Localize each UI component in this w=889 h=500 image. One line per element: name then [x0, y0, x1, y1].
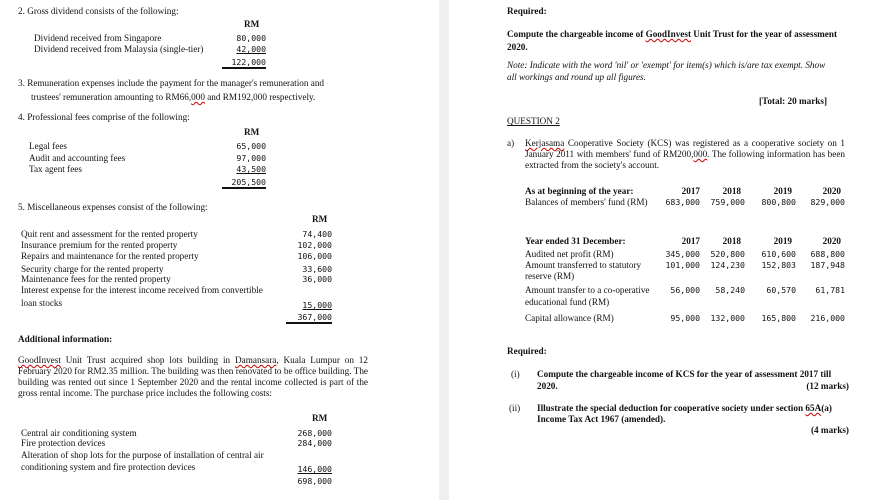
- fund-title-line1: As at beginning of the year:: [525, 186, 634, 196]
- q4-heading: 4. Professional fees comprise of the following:: [18, 112, 190, 122]
- yearly-value: 132,000: [710, 313, 745, 323]
- goodinvest-name: GoodInvest: [18, 355, 61, 365]
- yearly-value: 165,800: [761, 313, 796, 323]
- fund-year: 2018: [722, 186, 741, 196]
- req-i-marks: (12 marks): [806, 381, 849, 391]
- q4-row-amount: 43,500: [236, 164, 266, 174]
- yearly-value: 95,000: [670, 313, 700, 323]
- yearly-value: 520,800: [710, 249, 745, 259]
- compute-name: GoodInvest: [645, 29, 691, 39]
- fund-value: 829,000: [810, 197, 845, 207]
- yearly-value: 58,240: [715, 285, 745, 295]
- yearly-year: 2019: [773, 236, 792, 246]
- yearly-value: 101,000: [665, 260, 700, 270]
- cost-row-label: Central air conditioning system: [21, 428, 137, 438]
- para-text-2: . The following information has been extracted from the society's account.: [525, 149, 845, 170]
- q5-row-label: Quit rent and assessment for the rented property: [21, 229, 198, 239]
- fund-year: 2020: [822, 186, 841, 196]
- kcs-paragraph: [525, 138, 845, 171]
- yearly-value: 152,803: [761, 260, 796, 270]
- yearly-header: Year ended 31 December:: [525, 236, 626, 246]
- q3-line2-b: 000: [191, 92, 205, 102]
- req-ii-text-b: (a): [821, 403, 832, 413]
- fund-year: 2019: [773, 186, 792, 196]
- req-ii-number: (ii): [509, 403, 521, 413]
- q3-line2-c: and RM192,000 respectively.: [204, 92, 316, 102]
- q2-row-amount: 80,000: [236, 33, 266, 43]
- yearly-value: 61,781: [815, 285, 845, 295]
- req-ii-text-a: Illustrate the special deduction for cooperative society under section: [537, 403, 806, 413]
- fund-title-line2: Balances of members' fund (RM): [525, 197, 648, 207]
- q3-line1: 3. Remuneration expenses include the payment for the manager's remuneration and: [18, 78, 325, 88]
- q4-row-label: Audit and accounting fees: [29, 153, 126, 163]
- yearly-row-label: reserve (RM): [525, 271, 575, 281]
- q5-row-amount: 106,000: [297, 251, 332, 261]
- compute-text-a: Compute the chargeable income of: [507, 29, 646, 39]
- q2-total: 122,000: [222, 57, 266, 69]
- right-page: [449, 0, 889, 500]
- q4-total: 205,500: [222, 177, 266, 189]
- req-ii-line1: [537, 403, 832, 414]
- q5-heading: 5. Miscellaneous expenses consist of the following:: [18, 202, 208, 212]
- cost-total: 698,000: [297, 476, 332, 486]
- note-line2: all workings and round up all figures.: [507, 72, 646, 82]
- required-2-label: Required:: [507, 346, 547, 356]
- compute-year: 2020.: [507, 42, 528, 52]
- q4-row-label: Legal fees: [29, 141, 68, 151]
- q2-currency: RM: [244, 19, 260, 29]
- fund-value: 683,000: [665, 197, 700, 207]
- q2-heading: 2. Gross dividend consists of the following:: [18, 6, 179, 16]
- yearly-value: 216,000: [810, 313, 845, 323]
- yearly-row-label: Amount transfer to a co-operative: [525, 285, 650, 295]
- q5-row-label: loan stocks: [21, 298, 63, 308]
- left-page: [0, 0, 439, 500]
- page-gutter: [439, 0, 449, 500]
- yearly-year: 2018: [722, 236, 741, 246]
- para-zero: 000: [693, 149, 708, 159]
- q5-row-label: Repairs and maintenance for the rented property: [21, 251, 199, 261]
- additional-paragraph: [18, 355, 368, 399]
- kerjasama-name: Kerjasama: [525, 138, 565, 148]
- q5-row-label: Maintenance fees for the rented property: [21, 274, 171, 284]
- total-marks: [Total: 20 marks]: [759, 96, 828, 106]
- yearly-value: 60,570: [766, 285, 796, 295]
- q2-row-label: Dividend received from Singapore: [34, 33, 162, 43]
- yearly-value: 187,948: [810, 260, 845, 270]
- req-ii-section: 65A: [805, 403, 822, 413]
- yearly-row-label: educational fund (RM): [525, 297, 610, 307]
- q4-row-label: Tax agent fees: [29, 164, 82, 174]
- cost-row-amount: 284,000: [297, 438, 332, 448]
- fund-value: 800,800: [761, 197, 796, 207]
- req-i-number: (i): [511, 369, 520, 379]
- required-label: Required:: [507, 6, 547, 16]
- cost-row-label: Fire protection devices: [21, 438, 106, 448]
- q5-row-label: Security charge for the rented property: [21, 264, 164, 274]
- q5-row-label: Interest expense for the interest income received from convertible: [21, 285, 263, 295]
- para-text-1: Cooperative Society (KCS) was registered as a cooperative society on 1 January 2011 with members' fund of RM200,: [525, 138, 845, 159]
- q4-currency: RM: [244, 127, 260, 137]
- fund-year: 2017: [681, 186, 700, 196]
- fund-value: 759,000: [710, 197, 745, 207]
- additional-currency: RM: [312, 413, 328, 423]
- yearly-value: 56,000: [670, 285, 700, 295]
- cost-row-label: Alteration of shop lots for the purpose of installation of central air: [21, 450, 264, 460]
- req-ii-line2: Income Tax Act 1967 (amended).: [537, 414, 666, 424]
- yearly-value: 688,800: [810, 249, 845, 259]
- q4-row-amount: 97,000: [236, 153, 266, 163]
- req-i-line2: 2020.: [537, 381, 558, 391]
- req-i-line1: Compute the chargeable income of KCS for the year of assessment 2017 till: [537, 369, 832, 379]
- q2-row-label: Dividend received from Malaysia (single-tier): [34, 44, 204, 54]
- q5-row-amount: 15,000: [302, 300, 332, 310]
- yearly-value: 610,600: [761, 249, 796, 259]
- compute-line: [507, 29, 837, 40]
- yearly-row-label: Amount transferred to statutory: [525, 260, 642, 270]
- req-ii-marks: (4 marks): [810, 425, 849, 435]
- yearly-year: 2020: [822, 236, 841, 246]
- q5-currency: RM: [312, 214, 328, 224]
- q3-line2-a: trustees' remuneration amounting to RM66,: [31, 92, 192, 102]
- additional-heading: Additional information:: [18, 334, 113, 344]
- q5-row-amount: 33,600: [302, 264, 332, 274]
- q5-row-amount: 102,000: [297, 240, 332, 250]
- additional-text-1: Unit Trust acquired shop lots building in: [60, 355, 236, 365]
- q4-row-amount: 65,000: [236, 141, 266, 151]
- q5-total: 367,000: [286, 312, 332, 324]
- para-label: a): [507, 138, 515, 148]
- place-name: Damansara: [235, 355, 277, 365]
- yearly-value: 124,230: [710, 260, 745, 270]
- q5-row-amount: 36,000: [302, 274, 332, 284]
- q2-row-amount: 42,000: [236, 44, 266, 54]
- q5-row-label: Insurance premium for the rented property: [21, 240, 178, 250]
- yearly-row-label: Capital allowance (RM): [525, 313, 614, 323]
- yearly-year: 2017: [681, 236, 700, 246]
- cost-row-label: conditioning system and fire protection devices: [21, 462, 196, 472]
- cost-row-amount: 146,000: [297, 464, 332, 474]
- q5-row-amount: 74,400: [302, 229, 332, 239]
- compute-text-b: Unit Trust for the year of assessment: [691, 29, 838, 39]
- note-line1: Note: Indicate with the word 'nil' or 'exempt' for item(s) which is/are tax exempt. Show: [507, 60, 826, 70]
- yearly-value: 345,000: [665, 249, 700, 259]
- yearly-row-label: Audited net profit (RM): [525, 249, 614, 259]
- additional-text-2: , Kuala Lumpur on 12 February 2020 for RM2.35 million. The building was then renovated to be office building. The building was rented out since 1 September 2020 and the rental income collected is part of the gross rental income. The purchase price includes the following costs:: [18, 355, 368, 398]
- q3-line2: [31, 92, 315, 103]
- cost-row-amount: 268,000: [297, 428, 332, 438]
- question-2-heading: QUESTION 2: [507, 116, 560, 126]
